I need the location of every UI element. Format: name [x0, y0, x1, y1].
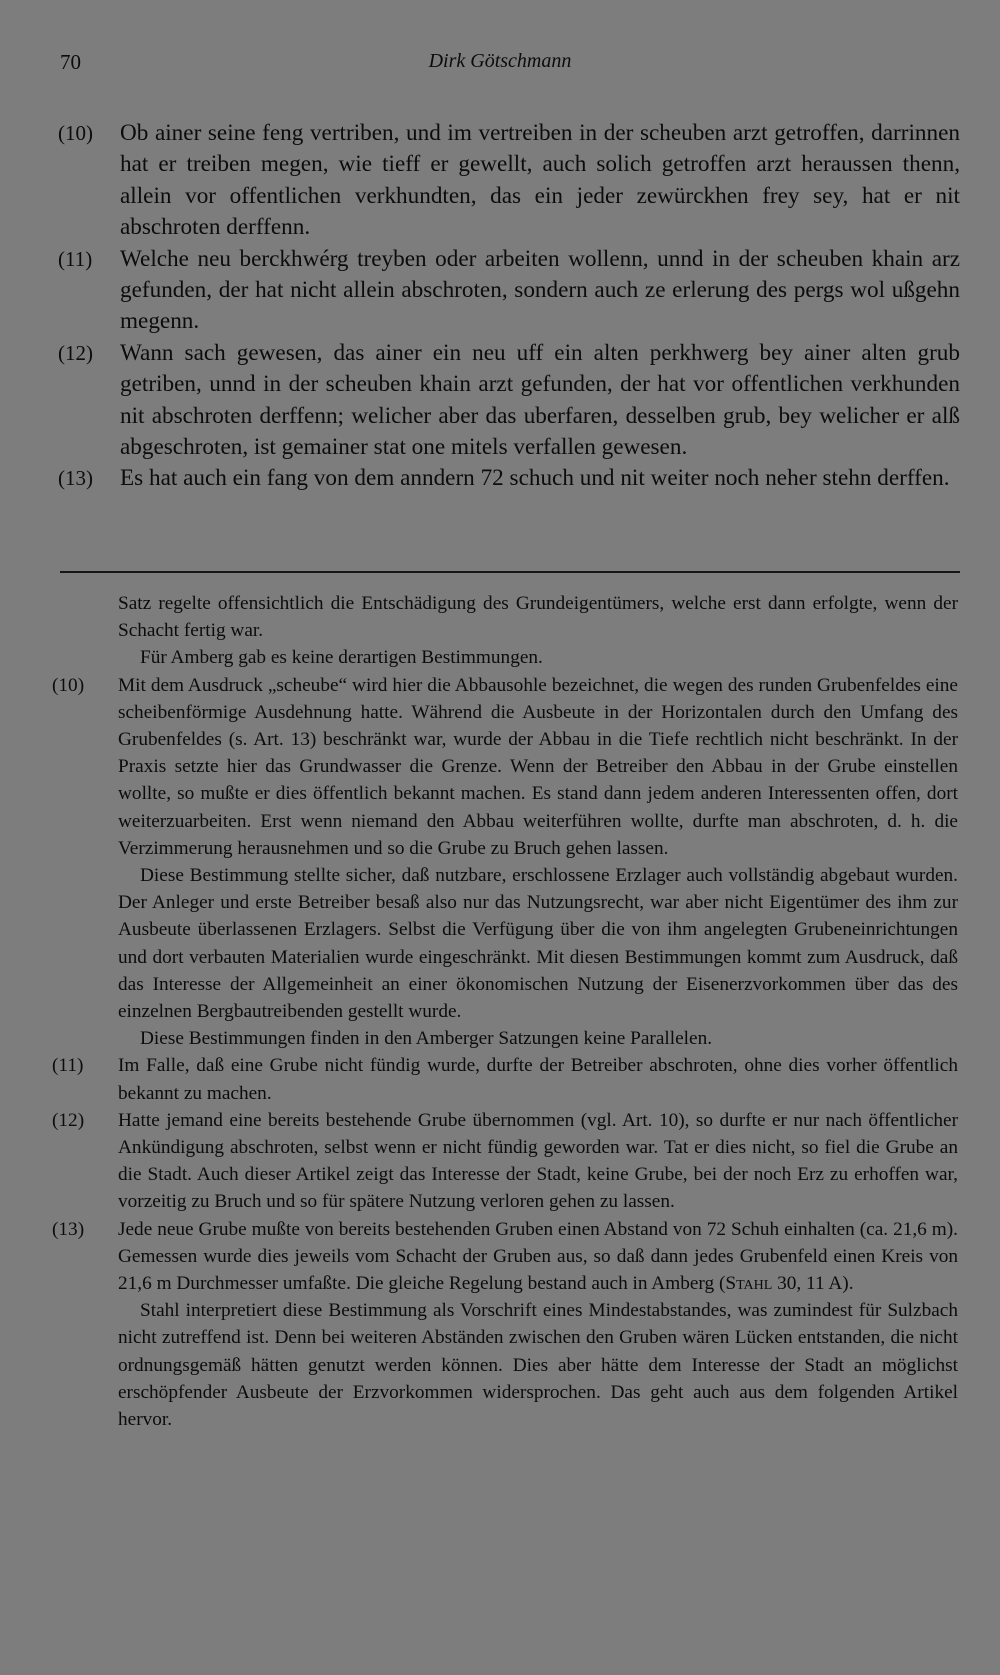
commentary-paragraph: Diese Bestimmungen finden in den Amberger Satzungen keine Parallelen.	[140, 1028, 713, 1050]
article-number: (10)	[52, 674, 85, 696]
article-number: (11)	[58, 246, 93, 271]
commentary-paragraph: Mit dem Ausdruck „scheube“ wird hier die Abbausohle bezeichnet, die wegen des runden Grubenfeldes eine scheibenförmige Ausdehnung hatte. Während die Ausbeute in der Horizontalen durch den Umfang des Grubenfeldes (s. Art. 13) beschränkt war, wurde der Abbau in die Tiefe rechtlich nicht beschränkt. In der Praxis setzte hier das Grundwasser die Grenze. Wenn der Betreiber den Abbau in der Grube einstellen wollte, so mußte er dies öffentlich bekannt machen. Es stand dann jedem anderen Interessenten offen, dort weiterzuarbeiten. Erst wenn niemand den Abbau weiterführen wollte, durfte man abschroten, d. h. die Verzimmerung herausnehmen und so die Grube zu Bruch gehen lassen.	[118, 674, 958, 859]
commentary-intro	[52, 590, 958, 672]
article-text: Wann sach gewesen, das ainer ein neu uff ein alten perkhwerg bey ainer alten grub getriben, unnd in der scheuben khain arzt gefunden, der hat vor offentlichen verkhunden nit abschroten derffenn; welicher aber das uberfaren, desselben grub, bey welicher er alß abgeschroten, ist gemainer stat one mitels verfallen gewesen.	[120, 339, 960, 461]
source-article	[58, 118, 960, 244]
article-number: (12)	[52, 1109, 85, 1131]
source-article	[58, 463, 960, 494]
text-run: Jede neue Grube mußte von bereits bestehenden Gruben einen Abstand von 72 Schuh einhalten (ca. 21,6 m). Gemessen wurde dies jeweils vom Schacht der Gruben aus, so daß dann jedes Grubenfeld einen Kreis von 21,6 m Durchmesser umfaßte. Die gleiche Regelung bestand auch in Amberg (	[118, 1218, 958, 1295]
commentary-paragraph: Im Falle, daß eine Grube nicht fündig wurde, durfte der Betreiber abschroten, ohne dies vorher öffentlich bekannt zu machen.	[118, 1055, 958, 1104]
commentary-paragraph	[118, 1216, 958, 1298]
commentary-paragraph: Hatte jemand eine bereits bestehende Grube übernommen (vgl. Art. 10), so durfte er nur nach öffentlicher Ankündigung abschroten, selbst wenn er nicht fündig geworden war. Tat er dies nicht, so fiel die Grube an die Stadt. Auch dieser Artikel zeigt das Interesse der Stadt, keine Grube, bei der noch Erz zu erhoffen war, vorzeitig zu Bruch und so für spätere Nutzung verloren gehen zu lassen.	[118, 1109, 958, 1213]
commentary-block	[52, 590, 958, 1433]
commentary-article-10	[52, 672, 958, 1053]
article-text: Welche neu berckhwérg treyben oder arbeiten wollenn, unnd in der scheuben khain arz gefunden, der hat nicht allein abschroten, sondern auch ze erlerung des pergs wol ußgehn megenn.	[120, 245, 960, 335]
article-text: Es hat auch ein fang von dem anndern 72 schuch und nit weiter noch neher stehn derffen.	[120, 465, 950, 492]
source-article	[58, 244, 960, 338]
running-head-author: Dirk Götschmann	[428, 50, 572, 72]
source-article	[58, 338, 960, 464]
commentary-article-12	[52, 1107, 958, 1216]
article-number: (11)	[52, 1055, 84, 1077]
article-number: (12)	[58, 340, 93, 365]
source-text-block	[58, 118, 960, 495]
commentary-paragraph: Für Amberg gab es keine derartigen Bestimmungen.	[140, 647, 543, 669]
commentary-paragraph: Stahl interpretiert diese Bestimmung als Vorschrift eines Mindestabstandes, was zumindest für Sulzbach nicht zutreffend ist. Denn bei weiteren Abständen zwischen den Gruben wären Lücken entstanden, die nicht ordnungsgemäß hätten genutzt werden können. Dies aber hätte dem Interesse der Stadt an möglichst erschöpfender Ausbeute der Erzvorkommen widersprochen. Das geht auch aus dem folgenden Artikel hervor.	[118, 1300, 958, 1431]
page-number: 70	[60, 50, 81, 74]
commentary-paragraph: Diese Bestimmung stellte sicher, daß nutzbare, erschlossene Erzlager auch vollständig abgebaut wurden. Der Anleger und erste Betreiber besaß also nur das Nutzungsrecht, war aber nicht Eigentümer des ihm zur Ausbeute überlassenen Erzlagers. Selbst die Verfügung über die von ihm angelegten Grubeneinrichtungen und dort verbauten Materialien wurde eingeschränkt. Mit diesen Bestimmungen kommt zum Ausdruck, daß das Interesse der Allgemeinheit an einer ökonomischen Nutzung der Eisenerzvorkommen über das des einzelnen Bergbautreibenden gestellt wurde.	[118, 865, 958, 1023]
article-number: (10)	[58, 121, 93, 145]
article-text: Ob ainer seine feng vertriben, und im vertreiben in der scheuben arzt getroffen, darrinnen hat er treiben megen, wie tieff er gewellt, auch solich getroffen arzt heraussen thenn, allein vor offentlichen verkhundten, das ein jeder zewürckhen frey sey, hat er nit abschroten derffenn.	[120, 120, 960, 241]
commentary-article-13	[52, 1216, 958, 1434]
article-number: (13)	[52, 1218, 85, 1240]
section-divider	[60, 571, 960, 573]
cited-author: Stahl	[725, 1273, 773, 1295]
text-run: 30, 11 A).	[772, 1273, 854, 1295]
article-number: (13)	[58, 466, 93, 491]
commentary-paragraph: Satz regelte offensichtlich die Entschädigung des Grundeigentümers, welche erst dann erfolgte, wenn der Schacht fertig war.	[118, 593, 958, 642]
commentary-article-11	[52, 1052, 958, 1106]
